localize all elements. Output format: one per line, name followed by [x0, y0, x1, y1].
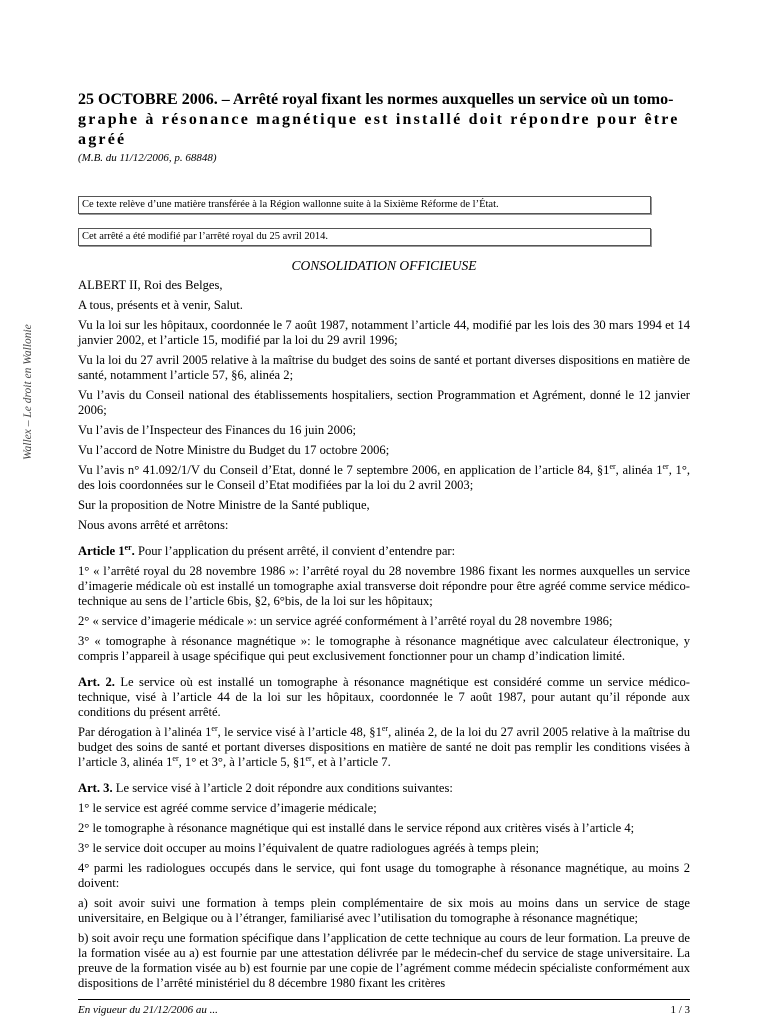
article-item: 3° « tomographe à résonance magnétique »: le tomographe à résonance magnétique avec calculateur électronique, y compris l’appareil à usage spécifique qui peut exclusivement fonctionner pour un champ d’indication limité.	[78, 634, 690, 663]
article-1	[78, 544, 690, 559]
page-footer	[78, 999, 690, 1017]
article-text: Le service où est installé un tomographe à résonance magnétique est considéré comme un service médico-technique, visé à l’article 44 de la loi sur les hôpitaux, coordonnée le 7 août 1987, pour autant qu’il réponde aux conditions du présent arrêté.	[78, 675, 690, 719]
article-heading: Art. 3.	[78, 781, 113, 795]
title-line-2: graphe à résonance magnétique est installé doit répondre pour être agréé	[78, 111, 680, 148]
validity-period: En vigueur du 21/12/2006 au ...	[78, 1004, 218, 1016]
page-number: 1 / 3	[670, 1004, 690, 1016]
article-item: 3° le service doit occuper au moins l’équivalent de quatre radiologues agréés à temps plein;	[78, 841, 540, 855]
article-heading: Art. 2.	[78, 675, 115, 689]
title-line-1: 25 OCTOBRE 2006. – Arrêté royal fixant les normes auxquelles un service où un tomo-	[78, 91, 674, 108]
article-text: Pour l’application du présent arrêté, il convient d’entendre par:	[137, 544, 456, 558]
article-item: 1° « l’arrêté royal du 28 novembre 1986 »: l’arrêté royal du 28 novembre 1986 fixant les normes auxquelles un service d’imagerie médicale où est installé un tomographe axial transverse doit répondre pour être agréé comme service médico-technique au sens de l’article 6bis, §2, 6°bis, de la loi sur les hôpitaux;	[78, 564, 690, 608]
article-2	[78, 675, 690, 720]
article-heading: Article 1er.	[78, 542, 135, 558]
article-item: 4° parmi les radiologues occupés dans le service, qui font usage du tomographe à résonance magnétique, au moins 2 doivent:	[78, 861, 690, 890]
document-page	[78, 90, 690, 991]
notice-box-transfer: Ce texte relève d’une matière transférée à la Région wallonne suite à la Sixième Réforme de l’État.	[78, 196, 651, 214]
article-3	[78, 781, 690, 796]
notice-box-modification: Cet arrêté a été modifié par l’arrêté royal du 25 avril 2014.	[78, 228, 651, 246]
citation: (M.B. du 11/12/2006, p. 68848)	[78, 152, 217, 164]
consolidation-heading: CONSOLIDATION OFFICIEUSE	[291, 258, 477, 273]
article-item: 2° le tomographe à résonance magnétique qui est installé dans le service répond aux critères visés à l’article 4;	[78, 821, 635, 835]
document-title	[78, 90, 690, 150]
article-paragraph: Par dérogation à l’alinéa 1er, le service visé à l’article 48, §1er, alinéa 2, de la loi du 27 avril 2005 relative à la maîtrise du budget des soins de santé et portant diverses dispositions en matière de santé ne doit pas remplir les conditions visées à l’article 3, alinéa 1er, 1° et 3°, à l’article 5, §1er, et à l’article 7.	[78, 723, 690, 769]
preamble-line: Sur la proposition de Notre Ministre de la Santé publique,	[78, 498, 370, 512]
preamble-line: Vu l’accord de Notre Ministre du Budget du 17 octobre 2006;	[78, 443, 390, 457]
article-item: a) soit avoir suivi une formation à temps plein complémentaire de six mois au moins dans un service de stage universitaire, en Belgique ou à l’étranger, familiarisé avec l’utilisation du tomographe à résonance magnétique;	[78, 896, 690, 925]
preamble-line: Vu l’avis de l’Inspecteur des Finances du 16 juin 2006;	[78, 423, 356, 437]
article-item: 1° le service est agréé comme service d’imagerie médicale;	[78, 801, 377, 815]
preamble-line: Vu la loi sur les hôpitaux, coordonnée le 7 août 1987, notamment l’article 44, modifié par les lois des 30 mars 1994 et 14 janvier 2002, et l’article 15, modifié par la loi du 29 avril 1996;	[78, 318, 690, 347]
preamble-line: ALBERT II, Roi des Belges,	[78, 278, 223, 292]
article-item: 2° « service d’imagerie médicale »: un service agréé conformément à l’arrêté royal du 28 novembre 1986;	[78, 614, 613, 628]
preamble-line: Vu l’avis du Conseil national des établissements hospitaliers, section Programmation et Agrément, donné le 12 janvier 2006;	[78, 388, 690, 417]
sidebar-watermark: Wallex – Le droit en Wallonie	[22, 324, 34, 460]
preamble-line: A tous, présents et à venir, Salut.	[78, 298, 243, 312]
preamble-line: Vu la loi du 27 avril 2005 relative à la maîtrise du budget des soins de santé et portant diverses dispositions en matière de santé, notamment l’article 57, §6, alinéa 2;	[78, 353, 690, 382]
article-item: b) soit avoir reçu une formation spécifique dans l’application de cette technique au cours de leur formation. La preuve de la formation visée au a) est fournie par une attestation délivrée par le médecin-chef du service de stage universitaire. La preuve de la formation visée au b) est fournie par une copie de l’agrément comme médecin spécialiste conformément aux dispositions de l’arrêté ministériel du 8 décembre 1980 fixant les critères	[78, 931, 690, 990]
article-text: Le service visé à l’article 2 doit répondre aux conditions suivantes:	[115, 781, 453, 795]
preamble-line: Vu l’avis n° 41.092/1/V du Conseil d’Etat, donné le 7 septembre 2006, en application de l’article 84, §1er, alinéa 1er, 1°, des lois coordonnées sur le Conseil d’Etat modifiées par la loi du 2 avril 2003;	[78, 461, 691, 492]
preamble-line: Nous avons arrêté et arrêtons:	[78, 518, 229, 532]
